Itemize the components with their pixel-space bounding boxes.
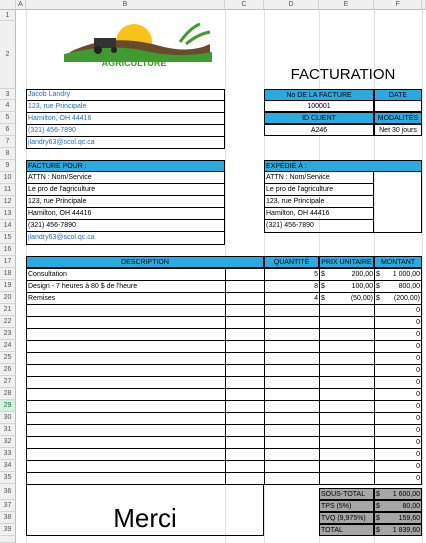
currency: $ <box>376 503 380 510</box>
thank-you-text: Merci <box>26 484 264 536</box>
quantity-header: QUANTITÉ <box>264 256 319 268</box>
currency: $ <box>376 515 380 522</box>
item-amount[interactable]: 0 <box>374 388 422 401</box>
row-header[interactable]: 32 <box>0 436 16 448</box>
row-header[interactable]: 10 <box>0 172 16 184</box>
row-header[interactable]: 37 <box>0 500 16 512</box>
ship-to-header: EXPÉDIÉ À : <box>265 161 421 172</box>
currency: $ <box>376 271 380 278</box>
row-header[interactable]: 28 <box>0 388 16 400</box>
column-header-d[interactable]: D <box>264 0 319 10</box>
column-header-a[interactable]: A <box>16 0 26 10</box>
row-header[interactable]: 24 <box>0 340 16 352</box>
sender-city[interactable]: Hamilton, OH 44416 <box>27 113 224 125</box>
ship-to-phone[interactable]: (321) 456-7890 <box>265 220 374 232</box>
bill-to-company[interactable]: Le pro de l'agriculture <box>27 184 224 196</box>
ship-to-street[interactable]: 123, rue Principale <box>265 196 374 208</box>
item-quantity[interactable]: 4 <box>264 292 320 305</box>
row-header[interactable]: 6 <box>0 124 16 136</box>
subtotal-amount: 1 600,00 <box>392 491 420 498</box>
item-amount[interactable]: 0 <box>374 400 422 413</box>
unit-price-value: 100,00 <box>351 283 373 290</box>
item-amount[interactable]: 0 <box>374 448 422 461</box>
tps-amount: 80,00 <box>402 503 420 510</box>
invoice-number-value[interactable]: 100001 <box>264 100 374 112</box>
column-header-b[interactable]: B <box>26 0 225 10</box>
item-description[interactable]: Consultation <box>26 268 226 281</box>
date-value[interactable] <box>374 100 422 112</box>
sender-email[interactable]: jlandry63@scol.qc.ca <box>28 139 95 146</box>
row-header[interactable]: 21 <box>0 304 16 316</box>
item-quantity[interactable]: 5 <box>264 268 320 281</box>
currency: $ <box>376 295 380 302</box>
currency: $ <box>376 527 380 534</box>
row-header[interactable]: 4 <box>0 100 16 112</box>
bill-to-city[interactable]: Hamilton, OH 44416 <box>27 208 224 220</box>
total-label: TOTAL <box>319 524 374 536</box>
row-header[interactable]: 14 <box>0 220 16 232</box>
row-header[interactable]: 33 <box>0 448 16 460</box>
amount-value: 1 000,00 <box>392 271 420 278</box>
row-header[interactable]: 31 <box>0 424 16 436</box>
currency: $ <box>321 283 325 290</box>
row-header[interactable]: 30 <box>0 412 16 424</box>
column-header-blank <box>422 0 426 10</box>
sender-name[interactable]: Jacob Landry <box>27 89 224 101</box>
logo-text: AGRICULTURE <box>101 58 167 68</box>
unit-price-value: (50,00) <box>350 295 373 302</box>
terms-label: MODALITÉS <box>374 112 422 124</box>
currency: $ <box>376 283 380 290</box>
item-amount[interactable]: 0 <box>374 352 422 365</box>
row-header[interactable]: 16 <box>0 244 16 256</box>
sender-street[interactable]: 123, rue Principale <box>27 101 224 113</box>
unit-price-value: 200,00 <box>351 271 373 278</box>
row-header[interactable]: 2 <box>0 21 16 89</box>
item-amount[interactable]: 0 <box>374 412 422 425</box>
bill-to-street[interactable]: 123, rue Principale <box>27 196 224 208</box>
description-header: DESCRIPTION <box>26 256 264 268</box>
bill-to-header: FACTURE POUR : <box>27 161 224 172</box>
column-header-e[interactable]: E <box>319 0 374 10</box>
item-amount[interactable]: 0 <box>374 340 422 353</box>
row-header[interactable]: 9 <box>0 160 16 172</box>
row-header[interactable]: 20 <box>0 292 16 304</box>
tvq-label: TVQ (9,975%) <box>319 512 374 524</box>
sender-phone[interactable]: (321) 456-7890 <box>27 125 224 137</box>
subtotal-value <box>374 488 422 500</box>
row-header[interactable]: 18 <box>0 268 16 280</box>
row-header[interactable]: 11 <box>0 184 16 196</box>
tps-label: TPS (5%) <box>319 500 374 512</box>
bill-to-attn[interactable]: ATTN : Nom/Service <box>27 172 224 184</box>
invoice-number-label: No DE LA FACTURE <box>264 89 374 101</box>
item-description[interactable]: Design - 7 heures à 80 $ de l'heure <box>26 280 226 293</box>
corner-cell[interactable] <box>0 0 16 10</box>
row-header[interactable]: 19 <box>0 280 16 292</box>
ship-to-attn[interactable]: ATTN : Nom/Service <box>265 172 374 184</box>
currency: $ <box>376 491 380 498</box>
item-amount[interactable]: 0 <box>374 304 422 317</box>
amount-value: 800,00 <box>398 283 420 290</box>
row-header[interactable]: 36 <box>0 484 16 500</box>
row-header[interactable]: 17 <box>0 256 16 268</box>
date-label: DATE <box>374 89 422 101</box>
item-amount[interactable]: 0 <box>374 460 422 473</box>
column-header-c[interactable]: C <box>225 0 264 10</box>
tvq-amount: 159,60 <box>398 515 420 522</box>
row-header[interactable]: 38 <box>0 512 16 524</box>
row-header[interactable]: 35 <box>0 472 16 484</box>
row-header[interactable]: 34 <box>0 460 16 472</box>
bill-to-phone[interactable]: (321) 456-7890 <box>27 220 224 232</box>
row-header[interactable]: 26 <box>0 364 16 376</box>
item-amount[interactable]: 0 <box>374 424 422 437</box>
item-amount[interactable]: 0 <box>374 436 422 449</box>
item-quantity[interactable] <box>264 472 320 485</box>
item-description[interactable]: Remises <box>26 292 226 305</box>
client-id-label: ID CLIENT <box>264 112 374 124</box>
currency: $ <box>321 271 325 278</box>
row-header[interactable]: 27 <box>0 376 16 388</box>
ship-to-company[interactable]: Le pro de l'agriculture <box>265 184 374 196</box>
amount-header: MONTANT <box>374 256 422 268</box>
item-amount[interactable]: 0 <box>374 364 422 377</box>
tps-value <box>374 500 422 512</box>
ship-to-city[interactable]: Hamilton, OH 44416 <box>265 208 374 220</box>
subtotal-label: SOUS-TOTAL <box>319 488 374 500</box>
row-header[interactable]: 15 <box>0 232 16 244</box>
row-header[interactable]: 8 <box>0 148 16 160</box>
total-amount: 1 839,60 <box>392 527 420 534</box>
terms-value[interactable]: Net 30 jours <box>374 124 422 136</box>
invoice-title: FACTURATION <box>290 66 396 83</box>
item-amount[interactable]: 0 <box>374 328 422 341</box>
amount-value: (200,00) <box>393 295 420 302</box>
unit-price-header: PRIX UNITAIRE <box>319 256 374 268</box>
row-header[interactable]: 25 <box>0 352 16 364</box>
row-header[interactable]: 23 <box>0 328 16 340</box>
total-value <box>374 524 422 536</box>
row-header[interactable]: 22 <box>0 316 16 328</box>
row-header[interactable]: 12 <box>0 196 16 208</box>
item-amount[interactable]: 0 <box>374 376 422 389</box>
row-header[interactable]: 13 <box>0 208 16 220</box>
row-header[interactable]: 1 <box>0 10 16 21</box>
row-header[interactable]: 5 <box>0 112 16 124</box>
currency: $ <box>321 295 325 302</box>
item-quantity[interactable]: 8 <box>264 280 320 293</box>
row-header[interactable] <box>0 536 16 543</box>
row-header[interactable]: 3 <box>0 89 16 100</box>
item-amount[interactable]: 0 <box>374 316 422 329</box>
item-unit-price[interactable] <box>319 472 375 485</box>
row-header[interactable]: 39 <box>0 524 16 536</box>
agriculture-logo <box>50 22 218 68</box>
row-header[interactable]: 7 <box>0 136 16 148</box>
column-header-f[interactable]: F <box>374 0 422 10</box>
row-header-selected[interactable]: 29 <box>0 400 16 412</box>
item-amount[interactable]: 0 <box>374 472 422 485</box>
bill-to-email[interactable]: jlandry63@scol.qc.ca <box>28 234 95 241</box>
client-id-value[interactable]: A246 <box>264 124 374 136</box>
tvq-value <box>374 512 422 524</box>
